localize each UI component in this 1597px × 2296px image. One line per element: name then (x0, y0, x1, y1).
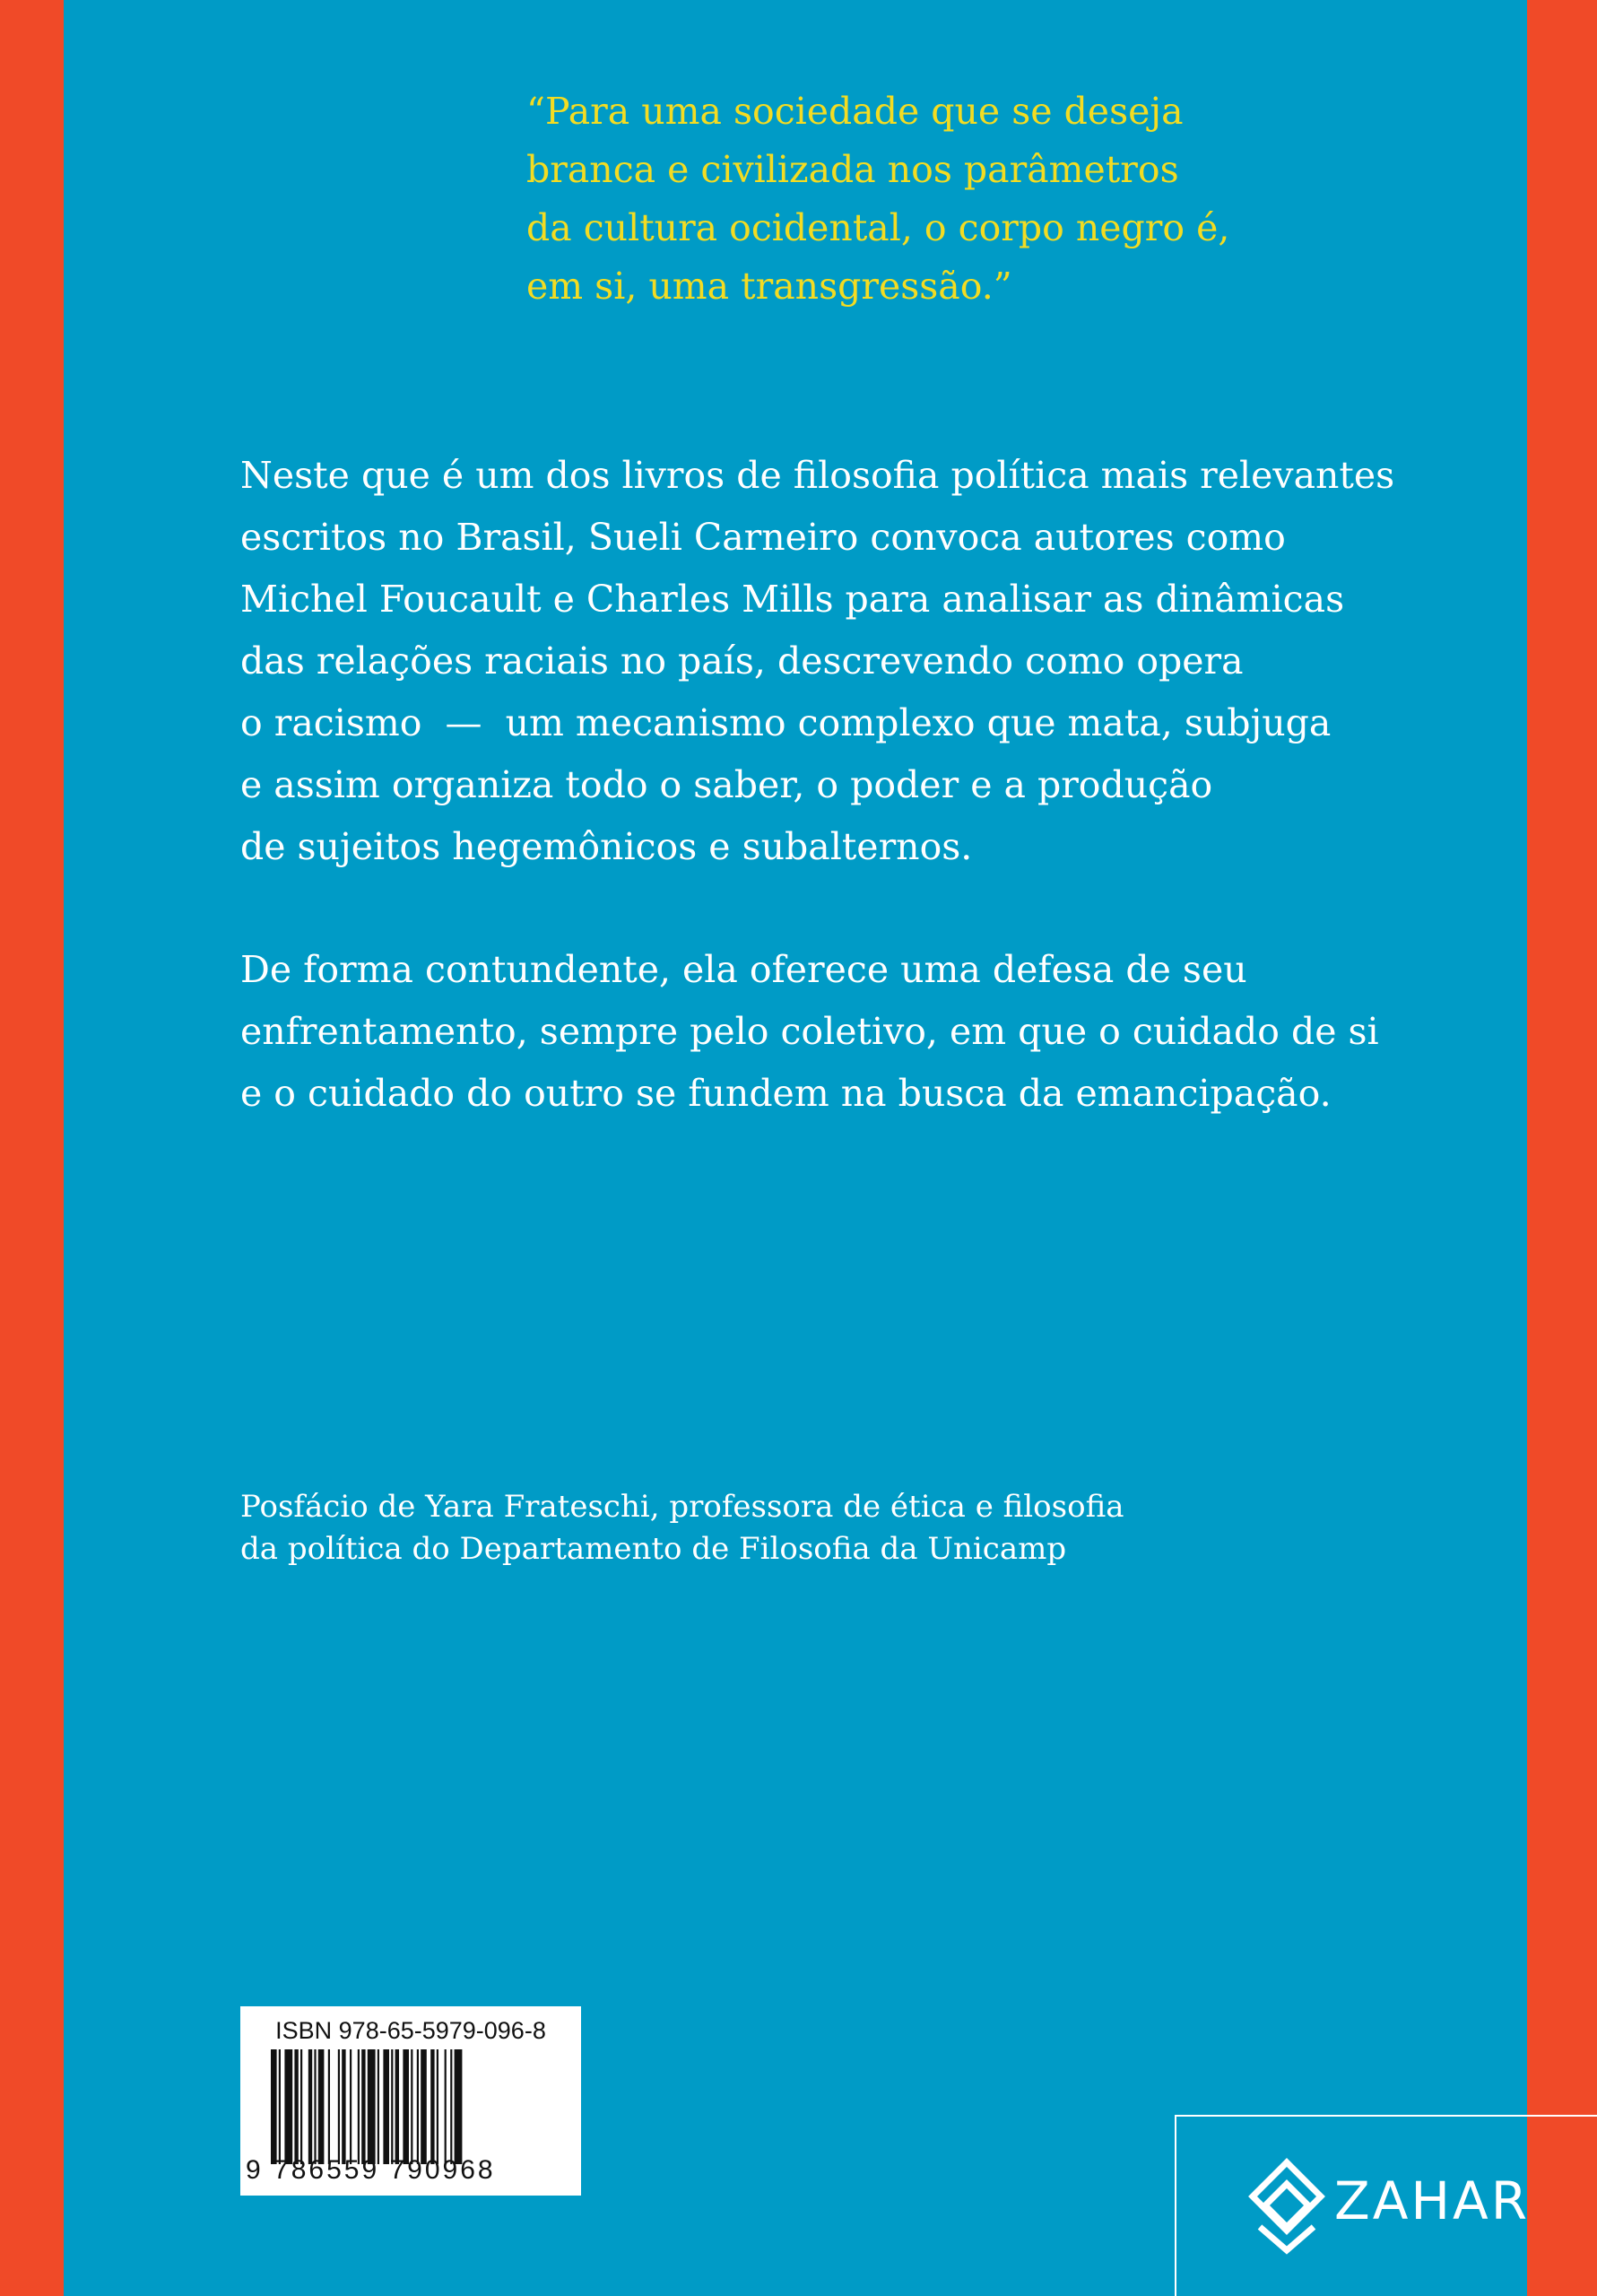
barcode-bar (350, 2049, 352, 2164)
quote-line: da cultura ocidental, o corpo negro é, (526, 206, 1230, 249)
text-line: enfrentamento, sempre pelo coletivo, em que o cuidado de si (240, 1010, 1379, 1053)
barcode-bar (383, 2049, 389, 2164)
isbn-label: ISBN 978-65-5979-096-8 (275, 2017, 546, 2044)
barcode-bars (271, 2049, 551, 2164)
barcode-bar (271, 2049, 277, 2164)
barcode-bar (279, 2049, 281, 2164)
barcode-bar (378, 2049, 379, 2164)
barcode-bar (417, 2049, 419, 2164)
text-line: escritos no Brasil, Sueli Carneiro convoca autores como (240, 516, 1286, 559)
barcode-bar (314, 2049, 316, 2164)
barcode-bar (284, 2049, 292, 2164)
text-line: Neste que é um dos livros de filosofia política mais relevantes (240, 454, 1395, 497)
barcode-bar (455, 2049, 463, 2164)
barcode-bar (403, 2049, 409, 2164)
barcode-bar (338, 2049, 340, 2164)
barcode-bar (294, 2049, 298, 2164)
barcode-bar (358, 2049, 360, 2164)
description-paragraph-1 (240, 445, 1460, 878)
barcode-bar (430, 2049, 434, 2164)
barcode-bar (308, 2049, 312, 2164)
barcode-bar (421, 2049, 427, 2164)
description-paragraph-2 (240, 939, 1460, 1125)
left-edge-stripe (0, 0, 64, 2296)
barcode-bar (437, 2049, 438, 2164)
quote-line: “Para uma sociedade que se deseja (526, 90, 1184, 133)
barcode-bar (361, 2049, 365, 2164)
barcode-bar (391, 2049, 393, 2164)
text-line: e assim organiza todo o saber, o poder e a produção (240, 763, 1213, 806)
barcode-bar (342, 2049, 345, 2164)
quote-line: em si, uma transgressão.” (526, 265, 1012, 308)
barcode-bar (445, 2049, 447, 2164)
right-edge-stripe (1527, 0, 1597, 2296)
barcode-digits: 9 786559 790968 (246, 2155, 496, 2185)
barcode-bar (450, 2049, 452, 2164)
text-line: da política do Departamento de Filosofia da Unicamp (240, 1531, 1067, 1567)
text-line: Posfácio de Yara Frateschi, professora de ética e filosofia (240, 1489, 1124, 1525)
barcode-bar (411, 2049, 412, 2164)
barcode-bar (395, 2049, 399, 2164)
text-line: de sujeitos hegemônicos e subalternos. (240, 825, 973, 868)
text-line: das relações raciais no país, descrevendo como opera (240, 639, 1244, 683)
isbn-barcode (240, 2006, 581, 2196)
text-line: e o cuidado do outro se fundem na busca da emancipação. (240, 1072, 1332, 1115)
barcode-bar (318, 2049, 325, 2164)
afterword-credit (240, 1486, 1460, 1570)
text-line: De forma contundente, ela oferece uma defesa de seu (240, 948, 1247, 991)
quote-line: branca e civilizada nos parâmetros (526, 148, 1179, 191)
barcode-bar (300, 2049, 302, 2164)
text-line: o racismo — um mecanismo complexo que mata, subjuga (240, 701, 1332, 744)
publisher-name: ZAHAR (1334, 2170, 1530, 2231)
pull-quote (526, 83, 1333, 316)
zahar-logo-icon (1242, 2157, 1332, 2256)
barcode-bar (368, 2049, 376, 2164)
text-line: Michel Foucault e Charles Mills para analisar as dinâmicas (240, 578, 1345, 621)
barcode-bar (328, 2049, 330, 2164)
